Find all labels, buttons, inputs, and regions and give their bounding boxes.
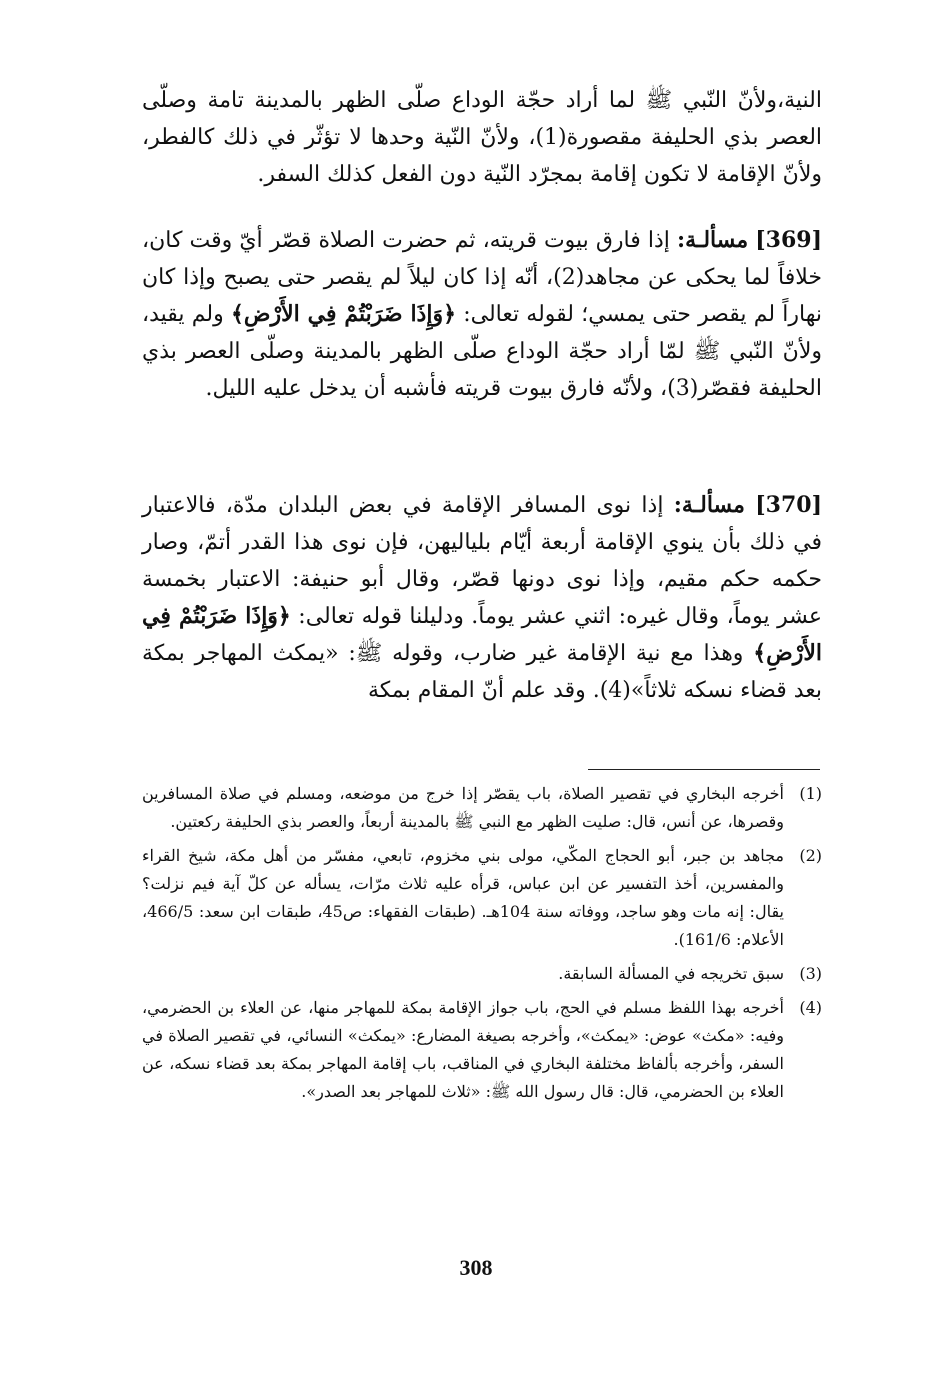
footnote <box>142 994 822 1106</box>
quran-verse: ﴿وَإِذَا ضَرَبْتُمْ فِي الأَرْضِ﴾ <box>230 301 456 327</box>
masala-370 <box>142 487 822 709</box>
masala-text: وهذا مع نية الإقامة غير ضارب، وقوله ﷺ: «يمكث المهاجر بمكة بعد قضاء نسكه ثلاثاً»(4). وقد علم أنّ المقام بمكة <box>142 641 822 703</box>
footnote-number: (4) <box>799 998 822 1017</box>
footnote-number: (3) <box>799 964 822 983</box>
footnote <box>142 960 822 988</box>
page-number: 308 <box>459 1255 493 1280</box>
masala-number: [369] <box>755 227 822 253</box>
footnote-text: أخرجه البخاري في تقصير الصلاة، باب يقصّر إذا خرج من موضعه، ومسلم في صلاة المسافرين وقصرها، عن أنس، قال: صليت الظهر مع النبي ﷺ بالمدينة أربعاً، والعصر بذي الحليفة ركعتين. <box>142 784 784 831</box>
footnote-text: مجاهد بن جبر، أبو الحجاج المكّي، مولى بني مخزوم، تابعي، مفسّر من أهل مكة، شيخ القراء والمفسرين، أخذ التفسير عن ابن عباس، قرأه عليه ثلاث مرّات، يسأله عن كلّ آية فيم نزلت؟ يقال: إنه مات وهو ساجد، ووفاته سنة 104هـ. (طبقات الفقهاء: ص45، طبقات ابن سعد: 466/5، الأعلام: 161/6). <box>142 846 784 949</box>
masala-text: ولم يقيد، ولأنّ النّبي ﷺ لمّا أراد حجّة الوداع صلّى الظهر بالمدينة وصلّى العصر بذي الحليفة فقصّر(3)، ولأنّه فارق بيوت قريته فأشبه أن يدخل عليه الليل. <box>142 302 822 401</box>
footnote-separator <box>588 769 820 770</box>
footnotes <box>142 780 822 1112</box>
footnote-number: (2) <box>799 846 822 865</box>
masala-text: إذا فارق بيوت قريته، ثم حضرت الصلاة قصّر أيّ وقت كان، خلافاً لما يحكى عن مجاهد(2)، أنّه إذا كان ليلاً لم يقصر حتى يصبح وإذا كان نهاراً لم يقصر حتى يمسي؛ لقوله تعالى: <box>142 228 822 327</box>
footnote-text: أخرجه بهذا اللفظ مسلم في الحج، باب جواز الإقامة بمكة للمهاجر منها، عن العلاء بن الحضرمي، وفيه: «مكث» عوض: «يمكث»، وأخرجه بصيغة المضارع: «يمكث» النسائي، في تقصير الصلاة في السفر، وأخرجه بألفاظ مختلفة البخاري في المناقب، باب إقامة المهاجر بمكة بعد قضاء نسكه، عن العلاء بن الحضرمي، قال: قال رسول الله ﷺ: «ثلاث للمهاجر بعد الصدر». <box>142 998 784 1101</box>
paragraph-continuation: النية،ولأنّ النّبي ﷺ لما أراد حجّة الوداع صلّى الظهر بالمدينة تامة وصلّى العصر بذي الحليفة مقصورة(1)، ولأنّ النّية وحدها لا تؤثّر في ذلك كالفطر، ولأنّ الإقامة لا تكون إقامة بمجرّد النّية دون الفعل كذلك السفر. <box>142 88 823 187</box>
masala-label: مسألـة: <box>676 227 749 253</box>
masala-text: إذا نوى المسافر الإقامة في بعض البلدان مدّة، فالاعتبار في ذلك بأن ينوي الإقامة أربعة أيّام بلياليهن، فإن نوى هذا القدر أتمّ، وصار حكمه حكم مقيم، وإذا نوى دونها قصّر، وقال أبو حنيفة: الاعتبار بخمسة عشر يوماً، وقال غيره: اثني عشر يوماً. ودليلنا قوله تعالى: <box>142 493 822 629</box>
footnote-number: (1) <box>799 784 822 803</box>
masala-label: مسألـة: <box>673 492 745 518</box>
quran-verse: ﴿وَإِذَا ضَرَبْتُمْ فِي الأَرْضِ﴾ <box>142 603 823 666</box>
footnote <box>142 780 822 836</box>
footnote <box>142 842 822 954</box>
footnote-text: سبق تخريجه في المسألة السابقة. <box>558 964 784 983</box>
masala-369 <box>142 222 822 407</box>
masala-number: [370] <box>755 492 822 518</box>
